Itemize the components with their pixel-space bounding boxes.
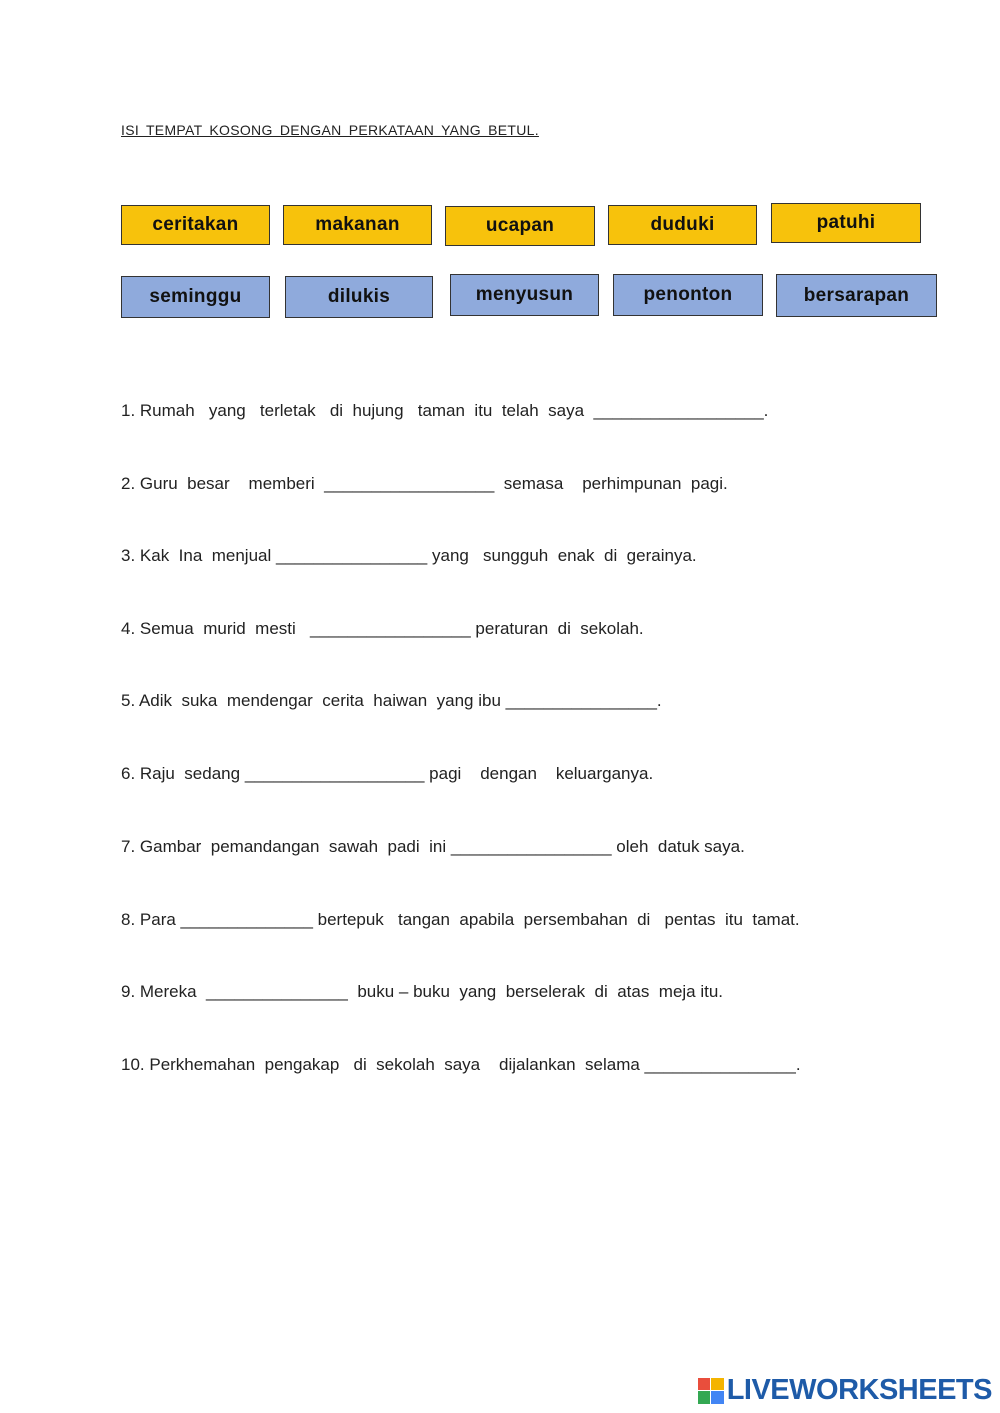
question-text: 9. Mereka: [121, 982, 207, 1001]
answer-blank[interactable]: _________________: [309, 619, 471, 638]
question-10: [121, 1055, 801, 1075]
question-text: .: [656, 691, 662, 710]
logo-text: LIVEWORKSHEETS: [726, 1374, 992, 1406]
question-text: .: [795, 1055, 801, 1074]
answer-blank[interactable]: ________________: [505, 691, 657, 710]
question-2: [121, 474, 728, 494]
word-box-penonton[interactable]: penonton: [613, 274, 763, 316]
question-text: 6. Raju sedang: [121, 764, 245, 783]
answer-blank[interactable]: ________________: [275, 546, 428, 565]
word-box-makanan[interactable]: makanan: [283, 205, 432, 245]
question-8: [121, 910, 800, 930]
answer-blank[interactable]: _________________: [450, 837, 612, 856]
word-box-seminggu[interactable]: seminggu: [121, 276, 270, 318]
question-1: [121, 401, 768, 421]
question-text: 3. Kak Ina menjual: [121, 546, 276, 565]
word-box-dilukis[interactable]: dilukis: [285, 276, 433, 318]
answer-blank[interactable]: __________________: [324, 474, 495, 493]
liveworksheets-logo[interactable]: [698, 1374, 992, 1407]
question-text: 5. Adik suka mendengar cerita haiwan yang ibu: [121, 691, 506, 710]
answer-blank[interactable]: ______________: [180, 910, 313, 929]
answer-blank[interactable]: _______________: [206, 982, 348, 1001]
word-box-duduki[interactable]: duduki: [608, 205, 757, 245]
question-text: yang sungguh enak di gerainya.: [427, 546, 697, 565]
instruction-heading: ISI TEMPAT KOSONG DENGAN PERKATAAN YANG BETUL.: [121, 122, 539, 138]
question-text: oleh datuk saya.: [611, 837, 745, 856]
answer-blank[interactable]: ________________: [644, 1055, 796, 1074]
question-9: [121, 982, 723, 1002]
question-text: 8. Para: [121, 910, 181, 929]
answer-blank[interactable]: ___________________: [244, 764, 425, 783]
word-box-ucapan[interactable]: ucapan: [445, 206, 595, 246]
question-text: 4. Semua murid mesti: [121, 619, 310, 638]
question-3: [121, 546, 697, 566]
word-box-menyusun[interactable]: menyusun: [450, 274, 599, 316]
question-text: 10. Perkhemahan pengakap di sekolah saya dijalankan selama: [121, 1055, 645, 1074]
word-box-patuhi[interactable]: patuhi: [771, 203, 921, 243]
question-text: semasa perhimpunan pagi.: [494, 474, 728, 493]
word-box-bersarapan[interactable]: bersarapan: [776, 274, 937, 317]
question-4: [121, 619, 644, 639]
question-text: bertepuk tangan apabila persembahan di pentas itu tamat.: [312, 910, 800, 929]
question-text: 2. Guru besar memberi: [121, 474, 325, 493]
question-text: pagi dengan keluarganya.: [424, 764, 654, 783]
question-text: buku – buku yang berselerak di atas meja itu.: [347, 982, 724, 1001]
word-box-ceritakan[interactable]: ceritakan: [121, 205, 270, 245]
question-5: [121, 691, 662, 711]
answer-blank[interactable]: __________________: [593, 401, 764, 420]
question-text: .: [763, 401, 769, 420]
question-text: 1. Rumah yang terletak di hujung taman itu telah saya: [121, 401, 594, 420]
question-6: [121, 764, 653, 784]
liveworksheets-logo-icon: [698, 1378, 724, 1404]
question-7: [121, 837, 745, 857]
question-text: peraturan di sekolah.: [470, 619, 644, 638]
question-text: 7. Gambar pemandangan sawah padi ini: [121, 837, 451, 856]
